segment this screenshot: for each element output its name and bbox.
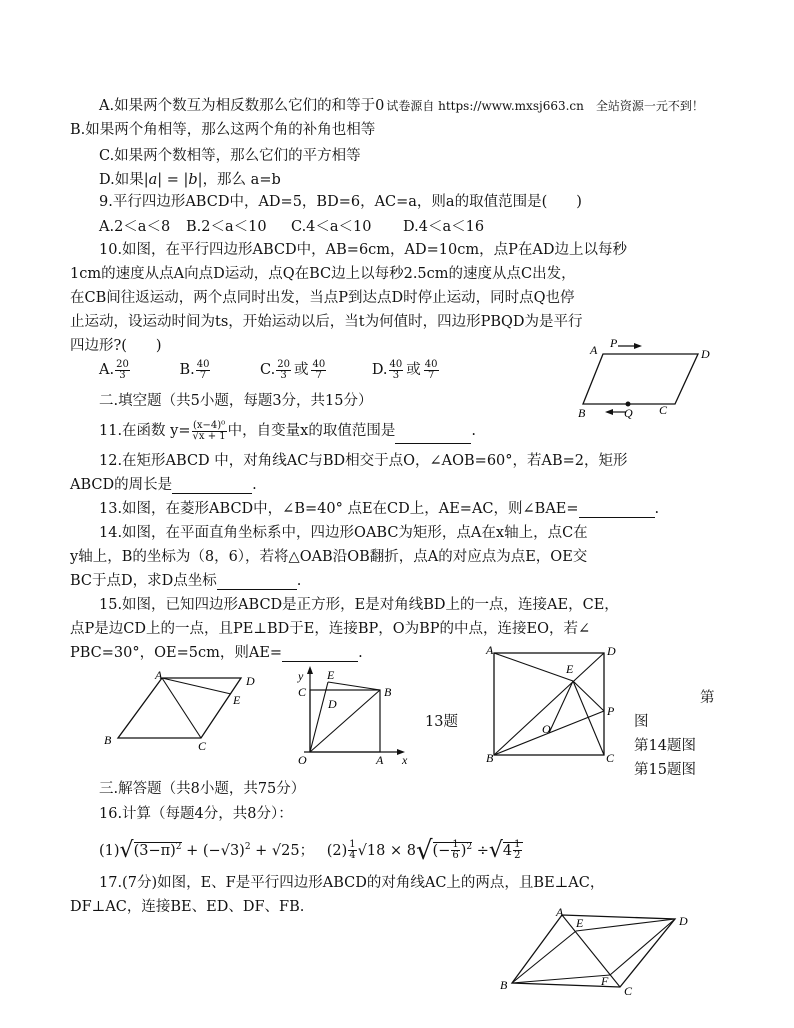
fraction: $\frac{1}{6}$ <box>452 839 459 862</box>
fraction: $\frac{1}{2}$ <box>514 839 521 862</box>
label-B: B <box>104 733 112 747</box>
label-D: D <box>328 697 337 711</box>
q17-line: 17.(7分)如图，E、F是平行四边形ABCD的对角线AC上的两点，且BE⊥AC， <box>99 875 605 891</box>
label-y: y <box>298 669 304 683</box>
q15-line: 点P是边CD上的一点，且PE⊥BD于E，连接BP，O为BP的中点，连接EO，若∠ <box>70 621 591 637</box>
q15-line: 15.如图，已知四边形ABCD是正方形，E是对角线BD上的一点，连接AE，CE， <box>99 597 619 613</box>
q10-line: 10.如图，在平行四边形ABCD中，AB=6cm，AD=10cm，点P在AD边上以每秒 <box>99 242 627 258</box>
q9-option-c: C.4＜a＜10 <box>291 219 372 235</box>
label-C: C <box>298 685 307 699</box>
q9-option-b: B.2＜a＜10 <box>186 219 267 235</box>
q8-option-c: C.如果两个数相等，那么它们的平方相等 <box>99 148 361 164</box>
answer-blank[interactable] <box>395 429 471 444</box>
caption-fragment: 第 <box>700 690 715 706</box>
label-E: E <box>566 662 574 676</box>
label-D: D <box>246 674 255 688</box>
fraction: $\frac{40}{3}$ <box>389 358 403 381</box>
watermark: 试卷源自 https://www.mxsj663.cn 全站资源一元不到！ <box>386 99 704 113</box>
q10-options: A. $\frac{20}{3}$ B. $\frac{40}{7}$ C. $\frac{20}{3}$ 或 $\frac{40}{7}$ D. $\frac{40}{3}$ 或 $\frac{40}{7}$ <box>99 358 438 381</box>
label-F: F <box>601 974 609 988</box>
q10-line: 在CB间往返运动，两个点同时出发，当点P到达点D时停止运动，同时点Q也停 <box>70 290 575 306</box>
q14-coordinate-figure <box>290 660 420 770</box>
q15-square-figure <box>484 645 619 765</box>
q14-line: y轴上，B的坐标为（8，6），若将△OAB沿OB翻折，点A的对应点为点E，OE交 <box>70 549 588 565</box>
q16-expressions: $(1)√(3-\pi)^2 + (-√3)^2 + √25$； (2) $\frac{1}{4}$ √18 × 8√(− $\frac{1}{6}$ )$^2$ ÷√4 $\frac{1}{2}$ <box>99 835 521 866</box>
label-x: x <box>402 753 408 767</box>
label-C: C <box>624 984 633 998</box>
label-B: B <box>500 978 508 992</box>
q17-line: DF⊥AC，连接BE、ED、DF、FB. <box>70 899 305 915</box>
fraction: $\frac{40}{7}$ <box>196 358 210 381</box>
q11: 11.在函数 y= $\frac{\text{(x−4)⁰}}{√x + 1}$ 中，自变量x的取值范围是 . <box>99 418 476 444</box>
label-P: P <box>610 336 618 350</box>
q12-line: 12.在矩形ABCD 中，对角线AC与BD相交于点O，∠AOB=60°，若AB=2，矩形 <box>99 453 628 469</box>
q8-option-b: B.如果两个角相等，那么这两个角的补角也相等 <box>70 122 376 138</box>
label-P: P <box>607 704 615 718</box>
label-O: O <box>542 722 551 736</box>
fraction: $\frac{40}{7}$ <box>424 358 438 381</box>
caption-q14: 第14题图 <box>634 738 696 754</box>
label-D: D <box>679 914 688 928</box>
answer-blank[interactable] <box>172 479 252 494</box>
label-A: A <box>155 668 163 682</box>
q15-line: PBC=30°，OE=5cm，则AE= . <box>70 645 363 661</box>
caption-fragment: 图 <box>634 714 649 730</box>
label-O: O <box>298 753 307 767</box>
q8-option-a: A.如果两个数互为相反数那么它们的和等于0 试卷源自 https://www.mxsj663.cn 全站资源一元不到！ <box>99 98 704 114</box>
q10-line: 止运动，设运动时间为ts，开始运动以后，当t为何值时，四边形PBQD为是平行 <box>70 314 583 330</box>
label-C: C <box>606 751 615 765</box>
label-A: A <box>486 643 494 657</box>
label-C: C <box>659 403 668 417</box>
fraction: $\frac{20}{3}$ <box>277 358 290 381</box>
label-A: A <box>590 343 598 357</box>
fraction: $\frac{1}{4}$ <box>349 839 356 862</box>
section-3-heading: 三.解答题（共8小题，共75分） <box>99 781 306 797</box>
q17-parallelogram-figure <box>500 905 710 997</box>
q13-rhombus-figure <box>98 668 273 754</box>
label-B: B <box>578 406 586 420</box>
label-A: A <box>376 753 384 767</box>
label-B: B <box>486 751 494 765</box>
q9-stem: 9.平行四边形ABCD中，AD=5，BD=6，AC=a，则a的取值范围是( ) <box>99 194 582 210</box>
q10-line: 四边形?( ) <box>70 338 162 354</box>
q14-line: 14.如图，在平面直角坐标系中，四边形OABC为矩形，点A在x轴上，点C在 <box>99 525 588 541</box>
q10-option-d: D. <box>371 362 388 378</box>
q12-line: ABCD的周长是 . <box>70 477 257 493</box>
fraction: $\frac{40}{7}$ <box>312 358 326 381</box>
label-E: E <box>233 693 241 707</box>
section-2-heading: 二.填空题（共5小题，每题3分，共15分） <box>99 393 373 409</box>
q14-line: BC于点D，求D点坐标 . <box>70 573 302 589</box>
label-D: D <box>607 644 616 658</box>
label-E: E <box>576 916 584 930</box>
function-fraction: $\frac{\text{(x−4)⁰}}{√x + 1}$ <box>192 419 226 442</box>
caption-q15: 第15题图 <box>634 762 696 778</box>
q9-option-d: D.4＜a＜16 <box>403 219 485 235</box>
q9-option-a: A.2＜a＜8 <box>99 219 171 235</box>
q10-line: 1cm的速度从点A向点D运动，点Q在BC边上以每秒2.5cm的速度从点C出发， <box>70 266 576 282</box>
label-Q: Q <box>624 406 633 420</box>
q10-option-c: C. <box>260 362 276 378</box>
q10-option-a: A. <box>99 362 115 378</box>
q8-option-d: D.如果|a| = |b|，那么 a=b <box>99 172 281 188</box>
label-E: E <box>327 668 335 682</box>
caption-q13: 13题 <box>425 714 458 730</box>
q10-parallelogram-figure <box>580 336 720 420</box>
q13: 13.如图，在菱形ABCD中，∠B=40° 点E在CD上，AE=AC，则∠BAE= . <box>99 501 660 517</box>
label-B: B <box>384 685 392 699</box>
label-A: A <box>556 905 564 919</box>
q10-option-b: B. <box>179 362 195 378</box>
label-D: D <box>701 347 710 361</box>
q16-stem: 16.计算（每题4分，共8分）： <box>99 806 293 822</box>
label-C: C <box>198 739 207 753</box>
answer-blank[interactable] <box>217 575 297 590</box>
fraction: $\frac{20}{3}$ <box>116 358 129 381</box>
answer-blank[interactable] <box>579 503 655 518</box>
